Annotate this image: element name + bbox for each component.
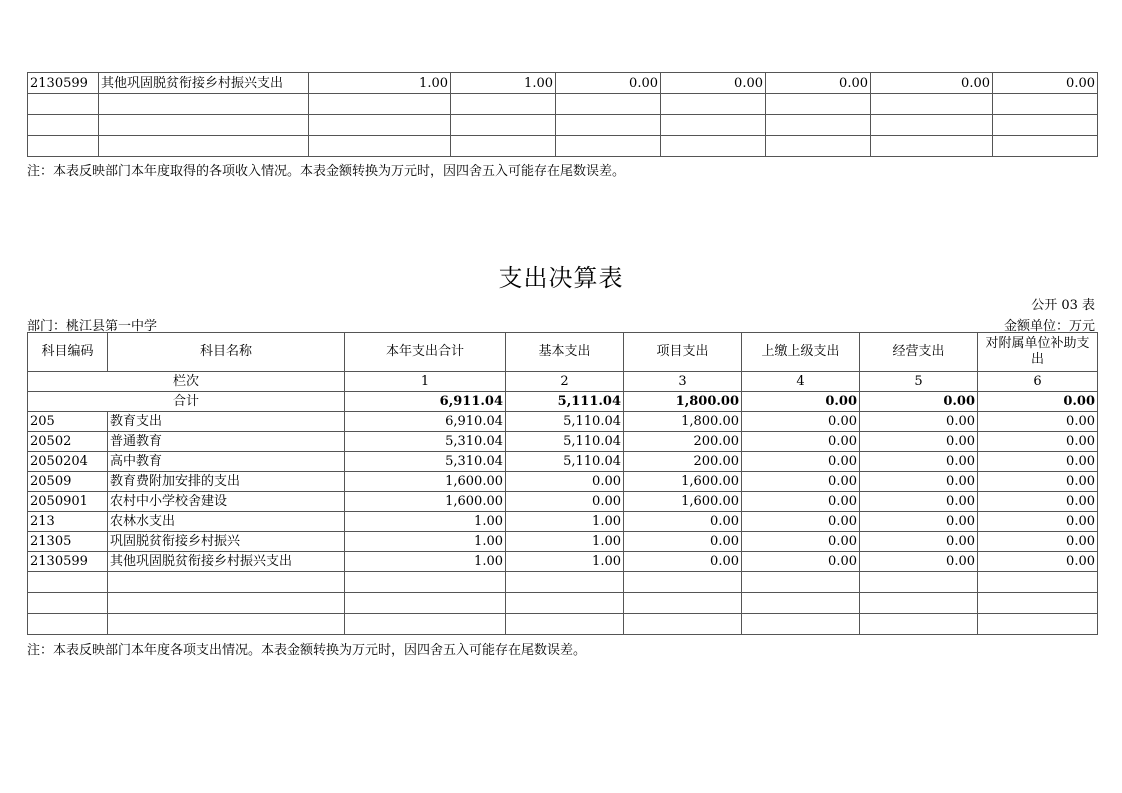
value-cell: 0.00 bbox=[860, 412, 978, 432]
value-cell: 0.00 bbox=[742, 552, 860, 572]
value-cell: 200.00 bbox=[624, 432, 742, 452]
subject-code-cell: 20502 bbox=[28, 432, 108, 452]
column-number-row bbox=[28, 372, 1098, 392]
value-cell: 1.00 bbox=[345, 532, 506, 552]
value-cell: 0.00 bbox=[742, 472, 860, 492]
header-row bbox=[28, 333, 1098, 372]
column-number: 5 bbox=[860, 372, 978, 392]
empty-row bbox=[28, 572, 1098, 593]
column-number: 3 bbox=[624, 372, 742, 392]
column-header: 基本支出 bbox=[506, 333, 624, 372]
form-number: 公开 03 表 bbox=[1031, 298, 1095, 313]
value-cell: 0.00 bbox=[742, 492, 860, 512]
value-cell: 1.00 bbox=[506, 532, 624, 552]
subject-code-cell: 2130599 bbox=[28, 73, 99, 94]
total-value: 0.00 bbox=[860, 392, 978, 412]
value-cell: 0.00 bbox=[742, 532, 860, 552]
value-cell: 0.00 bbox=[860, 432, 978, 452]
empty-row bbox=[28, 593, 1098, 614]
column-header: 项目支出 bbox=[624, 333, 742, 372]
empty-row bbox=[28, 115, 1098, 136]
subject-code-cell: 2130599 bbox=[28, 552, 108, 572]
value-cell: 0.00 bbox=[624, 532, 742, 552]
table-row bbox=[28, 452, 1098, 472]
column-number: 6 bbox=[978, 372, 1098, 392]
total-value: 1,800.00 bbox=[624, 392, 742, 412]
value-cell: 0.00 bbox=[742, 432, 860, 452]
total-label: 合计 bbox=[28, 392, 345, 412]
subject-code-cell: 21305 bbox=[28, 532, 108, 552]
subject-code-cell: 20509 bbox=[28, 472, 108, 492]
department-label: 部门：桃江县第一中学 bbox=[27, 319, 158, 334]
subject-code-cell: 2050204 bbox=[28, 452, 108, 472]
table-row bbox=[28, 432, 1098, 452]
column-number-label: 栏次 bbox=[28, 372, 345, 392]
subject-code-cell: 213 bbox=[28, 512, 108, 532]
value-cell: 5,110.04 bbox=[506, 452, 624, 472]
subject-name-cell: 教育费附加安排的支出 bbox=[108, 472, 345, 492]
value-cell: 0.00 bbox=[506, 492, 624, 512]
value-cell: 0.00 bbox=[860, 552, 978, 572]
value-cell: 0.00 bbox=[860, 452, 978, 472]
value-cell: 6,910.04 bbox=[345, 412, 506, 432]
value-cell: 1.00 bbox=[345, 552, 506, 572]
value-cell: 0.00 bbox=[860, 492, 978, 512]
total-value: 0.00 bbox=[978, 392, 1098, 412]
value-cell: 1.00 bbox=[506, 552, 624, 572]
expenditure-table bbox=[27, 332, 1098, 635]
column-header: 科目名称 bbox=[108, 333, 345, 372]
column-number: 2 bbox=[506, 372, 624, 392]
page-title: 支出决算表 bbox=[498, 264, 624, 292]
income-table-note: 注：本表反映部门本年度取得的各项收入情况。本表金额转换为万元时，因四舍五入可能存在尾数误差。 bbox=[27, 164, 626, 179]
subject-name-cell: 巩固脱贫衔接乡村振兴 bbox=[108, 532, 345, 552]
subject-name-cell: 普通教育 bbox=[108, 432, 345, 452]
value-cell: 0.00 bbox=[742, 412, 860, 432]
value-cell: 0.00 bbox=[766, 73, 871, 94]
subject-name-cell: 农村中小学校舍建设 bbox=[108, 492, 345, 512]
table-row bbox=[28, 532, 1098, 552]
subject-name-cell: 高中教育 bbox=[108, 452, 345, 472]
value-cell: 5,110.04 bbox=[506, 412, 624, 432]
column-number: 4 bbox=[742, 372, 860, 392]
table-row bbox=[28, 73, 1098, 94]
table-row bbox=[28, 472, 1098, 492]
subject-name-cell: 其他巩固脱贫衔接乡村振兴支出 bbox=[99, 73, 309, 94]
value-cell: 1.00 bbox=[309, 73, 451, 94]
value-cell: 5,110.04 bbox=[506, 432, 624, 452]
value-cell: 0.00 bbox=[978, 412, 1098, 432]
column-header: 本年支出合计 bbox=[345, 333, 506, 372]
value-cell: 5,310.04 bbox=[345, 432, 506, 452]
value-cell: 0.00 bbox=[661, 73, 766, 94]
empty-row bbox=[28, 136, 1098, 157]
value-cell: 0.00 bbox=[978, 552, 1098, 572]
value-cell: 0.00 bbox=[978, 512, 1098, 532]
value-cell: 0.00 bbox=[860, 532, 978, 552]
expenditure-table-note: 注：本表反映部门本年度各项支出情况。本表金额转换为万元时，因四舍五入可能存在尾数误差。 bbox=[27, 643, 587, 658]
value-cell: 0.00 bbox=[860, 512, 978, 532]
value-cell: 0.00 bbox=[871, 73, 993, 94]
subject-name-cell: 其他巩固脱贫衔接乡村振兴支出 bbox=[108, 552, 345, 572]
column-header: 经营支出 bbox=[860, 333, 978, 372]
value-cell: 1,800.00 bbox=[624, 412, 742, 432]
value-cell: 5,310.04 bbox=[345, 452, 506, 472]
table-row bbox=[28, 412, 1098, 432]
empty-row bbox=[28, 614, 1098, 635]
value-cell: 0.00 bbox=[506, 472, 624, 492]
column-header: 上缴上级支出 bbox=[742, 333, 860, 372]
empty-row bbox=[28, 94, 1098, 115]
column-header: 对附属单位补助支出 bbox=[978, 333, 1098, 372]
total-value: 6,911.04 bbox=[345, 392, 506, 412]
value-cell: 1,600.00 bbox=[624, 492, 742, 512]
total-value: 5,111.04 bbox=[506, 392, 624, 412]
value-cell: 1.00 bbox=[345, 512, 506, 532]
value-cell: 0.00 bbox=[860, 472, 978, 492]
value-cell: 1,600.00 bbox=[345, 472, 506, 492]
subject-name-cell: 农林水支出 bbox=[108, 512, 345, 532]
amount-unit-label: 金额单位：万元 bbox=[1003, 319, 1095, 334]
total-row bbox=[28, 392, 1098, 412]
value-cell: 0.00 bbox=[624, 512, 742, 532]
value-cell: 0.00 bbox=[742, 452, 860, 472]
value-cell: 1.00 bbox=[451, 73, 556, 94]
value-cell: 0.00 bbox=[978, 532, 1098, 552]
subject-code-cell: 2050901 bbox=[28, 492, 108, 512]
table-row bbox=[28, 552, 1098, 572]
value-cell: 1.00 bbox=[506, 512, 624, 532]
value-cell: 0.00 bbox=[742, 512, 860, 532]
table-row bbox=[28, 492, 1098, 512]
value-cell: 0.00 bbox=[978, 432, 1098, 452]
value-cell: 0.00 bbox=[978, 472, 1098, 492]
table-row bbox=[28, 512, 1098, 532]
income-table-continuation bbox=[27, 72, 1098, 157]
column-number: 1 bbox=[345, 372, 506, 392]
value-cell: 0.00 bbox=[624, 552, 742, 572]
value-cell: 0.00 bbox=[978, 492, 1098, 512]
value-cell: 0.00 bbox=[978, 452, 1098, 472]
expenditure-rows bbox=[28, 412, 1098, 572]
subject-code-cell: 205 bbox=[28, 412, 108, 432]
value-cell: 0.00 bbox=[556, 73, 661, 94]
subject-name-cell: 教育支出 bbox=[108, 412, 345, 432]
value-cell: 200.00 bbox=[624, 452, 742, 472]
value-cell: 1,600.00 bbox=[345, 492, 506, 512]
column-header: 科目编码 bbox=[28, 333, 108, 372]
value-cell: 0.00 bbox=[993, 73, 1098, 94]
total-value: 0.00 bbox=[742, 392, 860, 412]
value-cell: 1,600.00 bbox=[624, 472, 742, 492]
